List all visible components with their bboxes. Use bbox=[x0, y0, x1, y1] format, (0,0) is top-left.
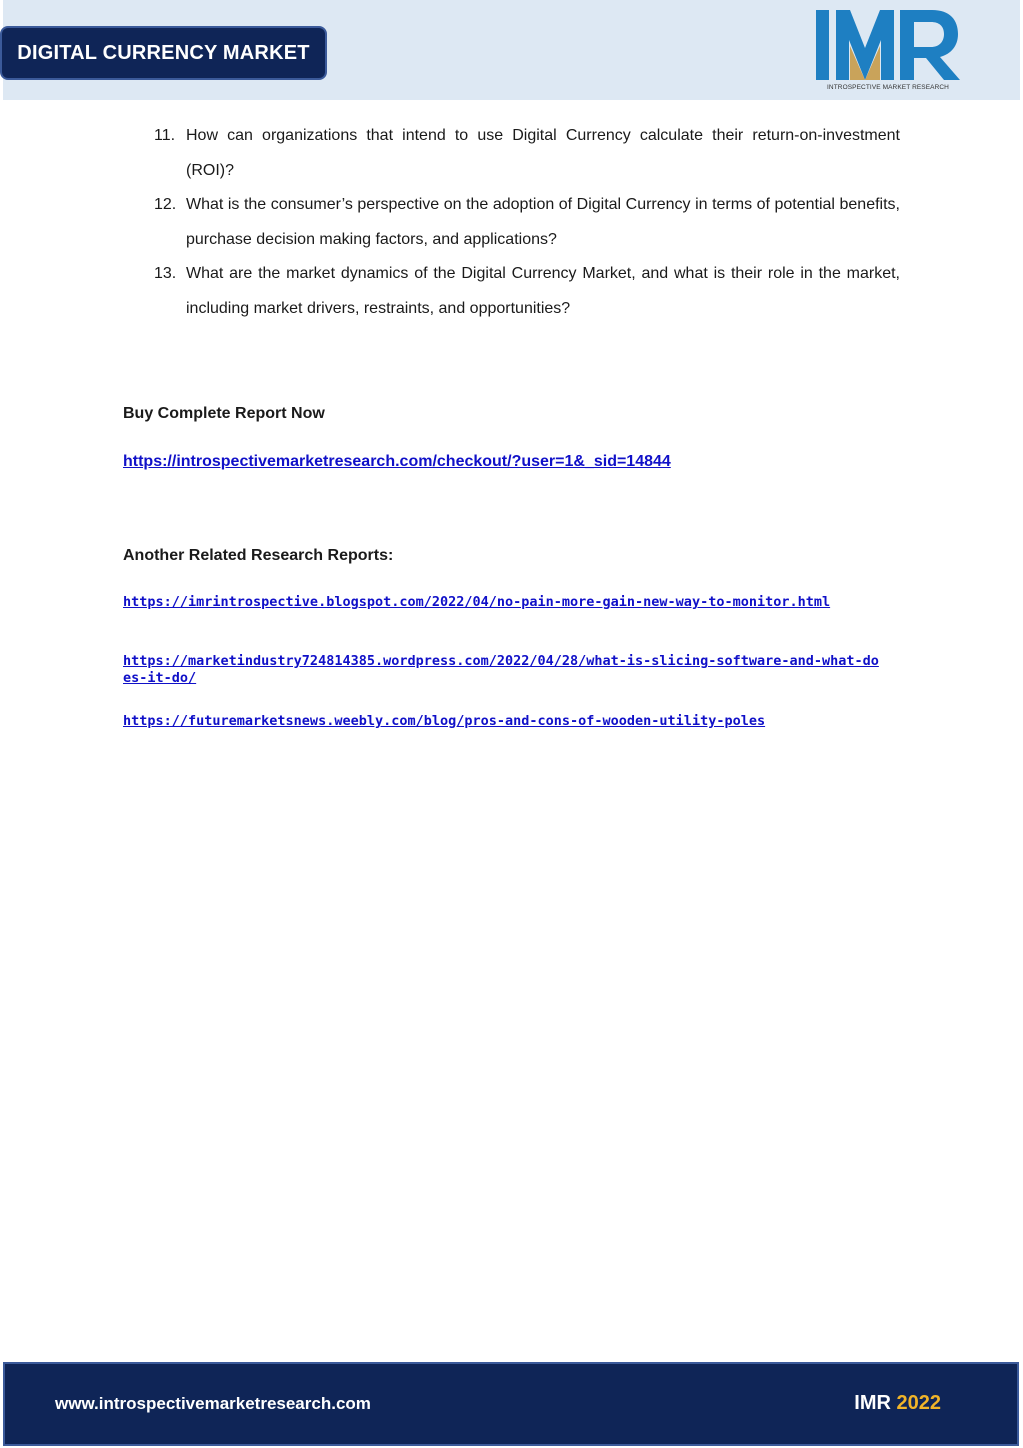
related-link-1[interactable]: https://imrintrospective.blogspot.com/2022/04/no-pain-more-gain-new-way-to-monitor.html bbox=[123, 594, 831, 610]
buy-heading: Buy Complete Report Now bbox=[123, 405, 325, 422]
list-item bbox=[154, 119, 900, 188]
related-link-3[interactable]: https://futuremarketsnews.weebly.com/blog/pros-and-cons-of-wooden-utility-poles bbox=[123, 713, 766, 729]
related-link-2[interactable]: https://marketindustry724814385.wordpress.com/2022/04/28/what-is-slicing-software-and-what-does-it-do/ bbox=[123, 653, 879, 686]
logo-caption: INTROSPECTIVE MARKET RESEARCH bbox=[827, 84, 949, 91]
footer-brand-name: IMR bbox=[854, 1392, 891, 1414]
list-item bbox=[154, 188, 900, 257]
imr-logo-mark bbox=[814, 10, 962, 82]
footer-brand bbox=[854, 1392, 941, 1415]
list-item-text: What is the consumer’s perspective on the adoption of Digital Currency in terms of potential benefits, purchase decision making factors, and applications? bbox=[186, 196, 900, 248]
footer-website-link[interactable]: www.introspectivemarketresearch.com bbox=[55, 1394, 371, 1413]
list-item-text: How can organizations that intend to use Digital Currency calculate their return-on-investment (ROI)? bbox=[186, 127, 900, 179]
related-heading: Another Related Research Reports: bbox=[123, 547, 394, 564]
list-item-number: 11. bbox=[154, 127, 176, 144]
imr-logo bbox=[814, 10, 962, 94]
list-item-number: 13. bbox=[154, 265, 177, 282]
list-item-text: What are the market dynamics of the Digital Currency Market, and what is their role in the market, including market drivers, restraints, and opportunities? bbox=[186, 265, 900, 317]
question-list bbox=[154, 119, 900, 326]
list-item-number: 12. bbox=[154, 196, 177, 213]
checkout-link[interactable]: https://introspectivemarketresearch.com/checkout/?user=1&_sid=14844 bbox=[123, 453, 671, 470]
footer bbox=[3, 1362, 1019, 1446]
report-title: DIGITAL CURRENCY MARKET bbox=[0, 26, 327, 80]
footer-year: 2022 bbox=[896, 1392, 941, 1414]
list-item bbox=[154, 257, 900, 326]
